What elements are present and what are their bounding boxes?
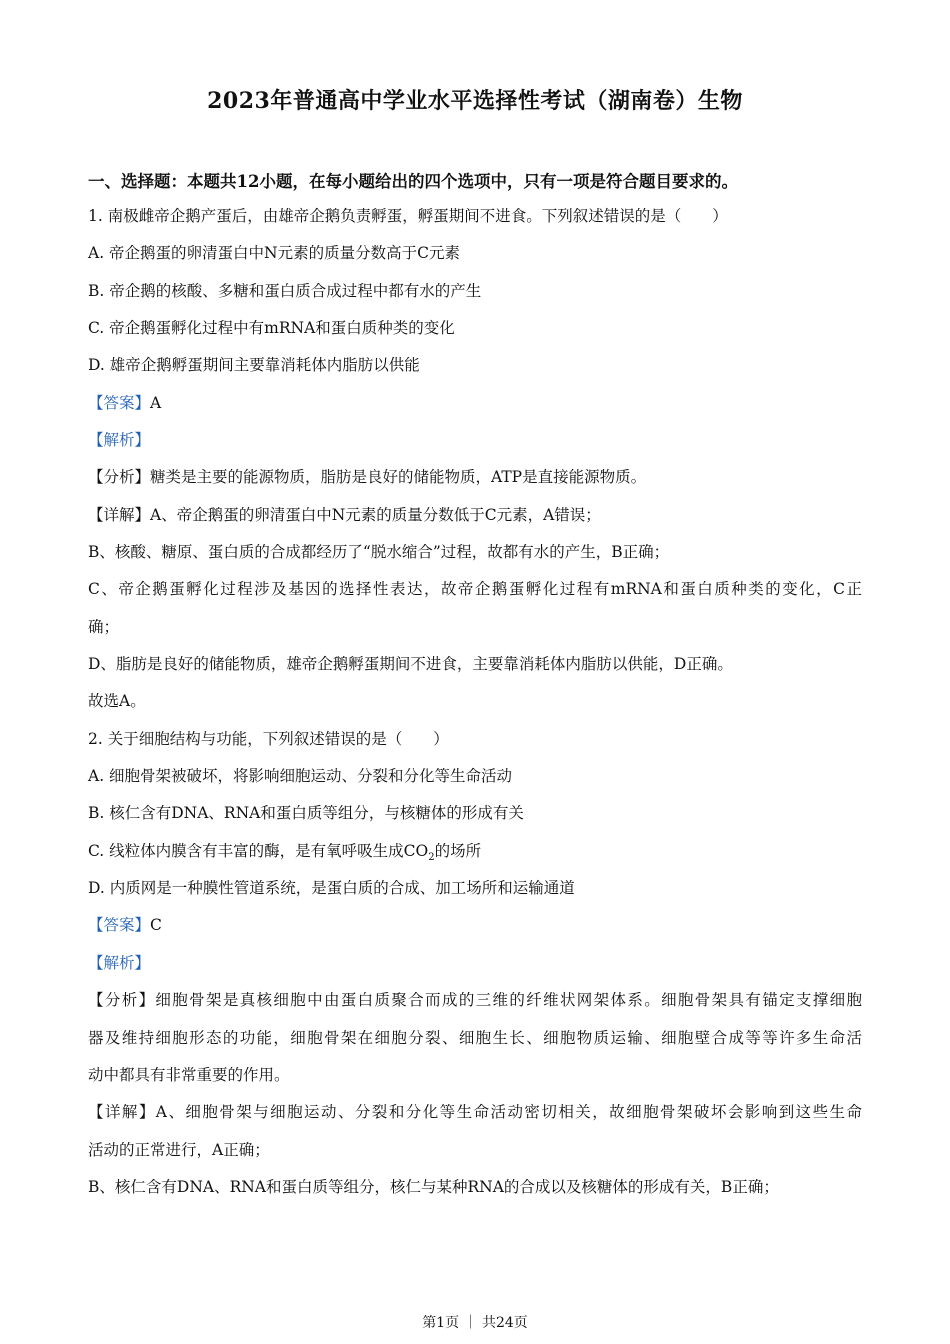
question-1-answer (88, 393, 161, 413)
answer-label: 【答案】 (88, 394, 151, 412)
question-1-analysis-line: C、帝企鹅蛋孵化过程涉及基因的选择性表达，故帝企鹅蛋孵化过程有mRNA和蛋白质种类的变化，C正 (88, 580, 862, 598)
question-1-analysis-line: 故选A。 (88, 692, 146, 710)
question-1-analysis-line: 确； (88, 618, 120, 636)
answer-label: 【答案】 (88, 916, 151, 934)
question-1-analysis-line: D、脂肪是良好的储能物质，雄帝企鹅孵蛋期间不进食，主要靠消耗体内脂肪以供能，D正确。 (88, 655, 733, 673)
question-1-option-b: B. 帝企鹅的核酸、多糖和蛋白质合成过程中都有水的产生 (88, 282, 482, 300)
question-2-option-b: B. 核仁含有DNA、RNA和蛋白质等组分，与核糖体的形成有关 (88, 804, 524, 822)
question-1-analysis-line: 【详解】A、帝企鹅蛋的卵清蛋白中N元素的质量分数低于C元素，A错误； (88, 506, 601, 524)
page-footer: 第1页 ｜ 共24页 (422, 1315, 528, 1331)
option-c-subscript: 2 (428, 852, 435, 864)
answer-value: A (150, 394, 162, 412)
question-2-option-a: A. 细胞骨架被破坏，将影响细胞运动、分裂和分化等生命活动 (88, 767, 513, 785)
question-1-analysis-line: 【分析】糖类是主要的能源物质，脂肪是良好的储能物质，ATP是直接能源物质。 (88, 468, 647, 486)
page-title: 2023年普通高中学业水平选择性考试（湖南卷）生物 (207, 88, 743, 114)
question-1-option-c: C. 帝企鹅蛋孵化过程中有mRNA和蛋白质种类的变化 (88, 319, 455, 337)
question-2-option-d: D. 内质网是一种膜性管道系统，是蛋白质的合成、加工场所和运输通道 (88, 879, 575, 897)
option-c-text-end: 的场所 (434, 842, 482, 860)
section-header: 一、选择题：本题共12小题，在每小题给出的四个选项中，只有一项是符合题目要求的。 (88, 172, 738, 191)
question-2-analysis-label: 【解析】 (88, 954, 151, 972)
question-2-analysis-line: 动中都具有非常重要的作用。 (88, 1066, 290, 1084)
question-2-analysis-line: 器及维持细胞形态的功能，细胞骨架在细胞分裂、细胞生长、细胞物质运输、细胞壁合成等等许多生命活 (88, 1029, 862, 1047)
question-1-analysis-label: 【解析】 (88, 431, 151, 449)
question-2-stem: 2. 关于细胞结构与功能，下列叙述错误的是（ ） (88, 730, 449, 748)
question-1-option-d: D. 雄帝企鹅孵蛋期间主要靠消耗体内脂肪以供能 (88, 356, 420, 374)
question-2-answer (88, 915, 162, 935)
question-2-analysis-line: 【详解】A、细胞骨架与细胞运动、分裂和分化等生命活动密切相关，故细胞骨架破坏会影响到这些生命 (88, 1103, 862, 1121)
question-1-analysis-line: B、核酸、糖原、蛋白质的合成都经历了“脱水缩合”过程，故都有水的产生，B正确； (88, 543, 670, 561)
question-2-option-c (88, 841, 481, 868)
question-2-analysis-line: B、核仁含有DNA、RNA和蛋白质等组分，核仁与某种RNA的合成以及核糖体的形成有关，B正确； (88, 1178, 779, 1196)
option-c-text: C. 线粒体内膜含有丰富的酶，是有氧呼吸生成CO (88, 842, 429, 860)
question-1-stem: 1. 南极雌帝企鹅产蛋后，由雄帝企鹅负责孵蛋，孵蛋期间不进食。下列叙述错误的是（ ） (88, 207, 728, 225)
question-2-analysis-line: 活动的正常进行，A正确； (88, 1141, 270, 1159)
question-1-option-a: A. 帝企鹅蛋的卵清蛋白中N元素的质量分数高于C元素 (88, 244, 460, 262)
answer-value: C (150, 916, 162, 934)
question-2-analysis-line: 【分析】细胞骨架是真核细胞中由蛋白质聚合而成的三维的纤维状网架体系。细胞骨架具有锚定支撑细胞 (88, 991, 862, 1009)
